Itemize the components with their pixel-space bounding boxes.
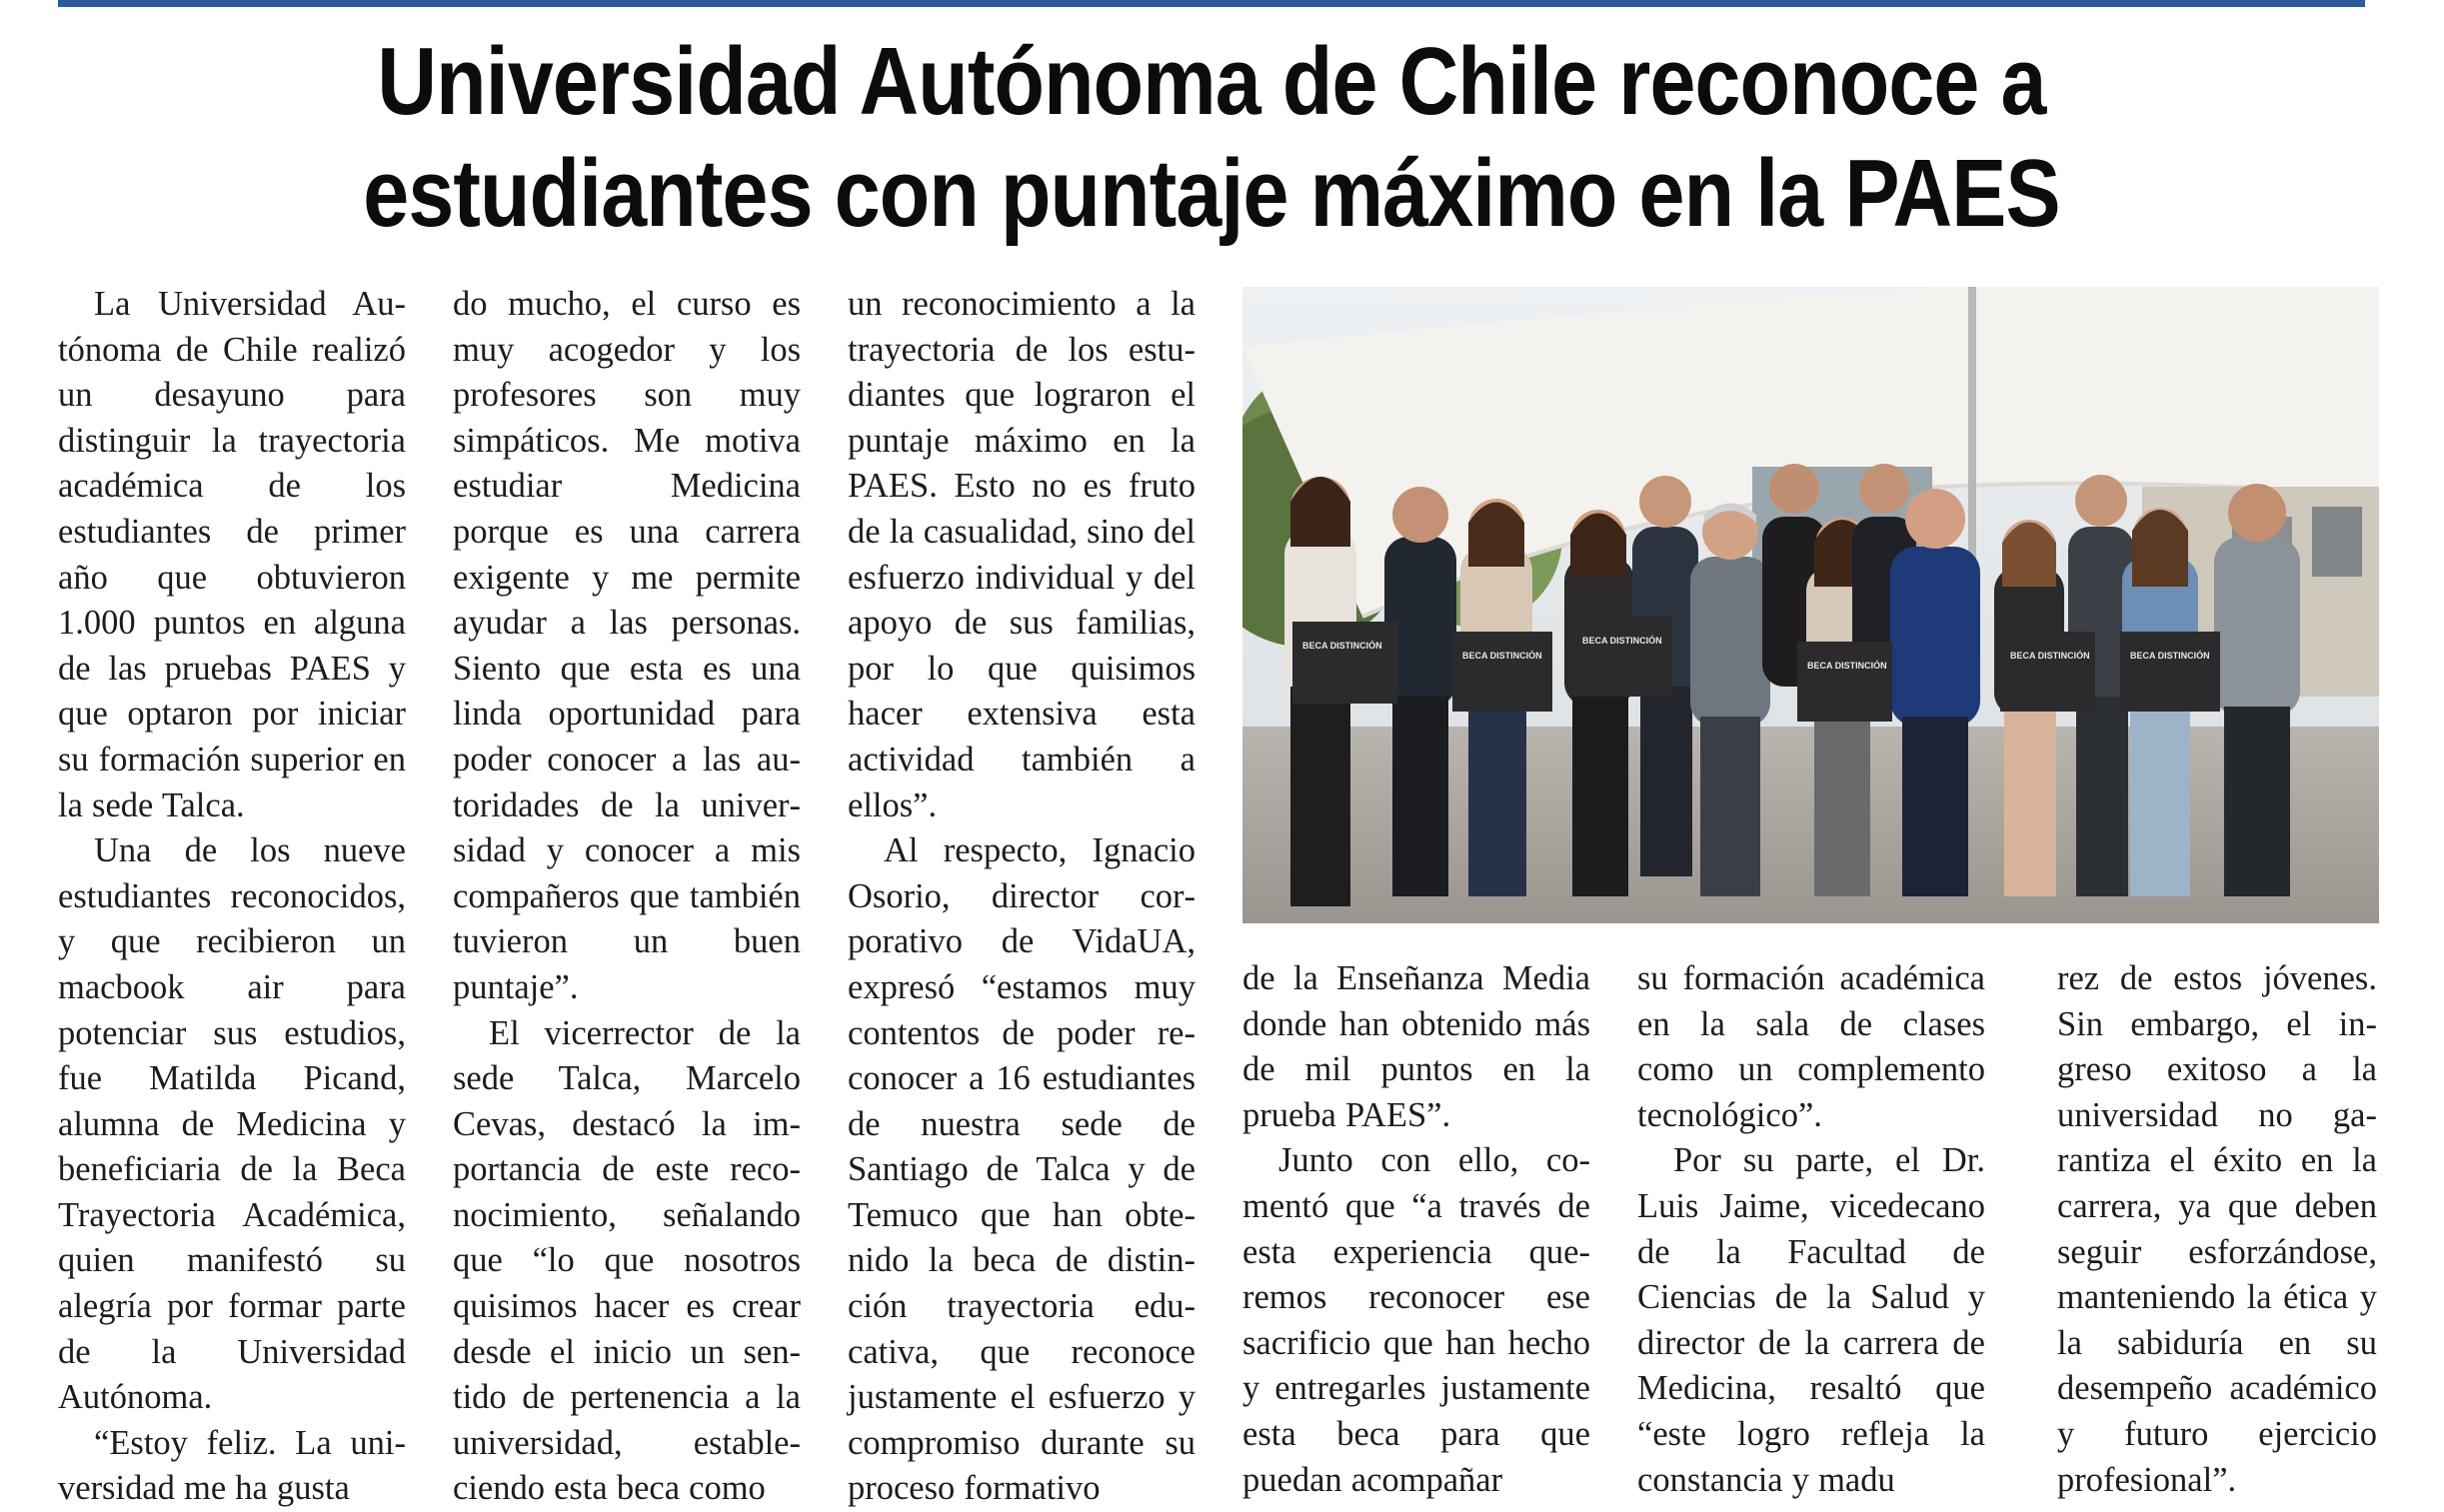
- article-column-2: [453, 282, 801, 1512]
- top-rule: [58, 0, 2365, 7]
- paragraph: un reconocimiento a la trayectoria de los estudiantes que lograron el puntaje máximo en la PAES. Esto no es fruto de la casualidad, sino del esfuerzo individual y del apoyo de sus familias, por lo que quisimos hacer extensiva esta actividad también a ellos”.: [848, 282, 1196, 828]
- paragraph: “Estoy feliz. La universidad me ha gusta: [58, 1421, 406, 1512]
- article-column-1: [58, 282, 406, 1512]
- box-label: BECA DISTINCIÓN: [1462, 650, 1542, 661]
- paragraph: su formación académica en la sala de clases como un complemento tecnológico”.: [1637, 956, 1985, 1138]
- article-column-3: [848, 282, 1196, 1512]
- paragraph: rez de estos jóvenes. Sin embargo, el ingreso exitoso a la universidad no garantiza el éxito en la carrera, ya que deben seguir esforzándose, manteniendo la ética y la sabiduría en su desempeño académico y futuro ejercicio profesional”.: [2057, 956, 2377, 1503]
- paragraph: Por su parte, el Dr. Luis Jaime, vicedecano de la Facultad de Ciencias de la Salud y director de la carrera de Medicina, resaltó que “este logro refleja la constancia y madu: [1637, 1138, 1985, 1503]
- paragraph: Junto con ello, comentó que “a través de esta experiencia queremos reconocer ese sacrificio que han hecho y entregarles justamente esta beca para que puedan acompañar: [1242, 1138, 1590, 1503]
- box-label: BECA DISTINCIÓN: [1302, 640, 1382, 651]
- box-label: BECA DISTINCIÓN: [2130, 650, 2210, 661]
- article-column-4: [1242, 956, 1590, 1503]
- paragraph: de la Enseñanza Media donde han obtenido más de mil puntos en la prueba PAES”.: [1242, 956, 1590, 1138]
- box-label: BECA DISTINCIÓN: [2010, 650, 2090, 661]
- article-photo: [1242, 287, 2379, 923]
- paragraph: Una de los nueve estudiantes reconocidos, y que recibieron un macbook air para potenciar sus estudios, fue Matilda Picand, alumna de Medicina y beneficiaria de la Beca Trayectoria Académica, quien manifestó su alegría por formar parte de la Universidad Autónoma.: [58, 828, 406, 1421]
- box-label: BECA DISTINCIÓN: [1582, 635, 1662, 646]
- photo-illustration: [1242, 287, 2379, 923]
- paragraph: La Universidad Autónoma de Chile realizó un desayuno para distinguir la trayectoria académica de los estudiantes de primer año que obtuvieron 1.000 puntos en alguna de las pruebas PAES y que optaron por iniciar su formación superior en la sede Talca.: [58, 282, 406, 828]
- headline-line-2: estudiantes con puntaje máximo en la PAES: [220, 138, 2204, 250]
- headline-line-1: Universidad Autónoma de Chile reconoce a: [220, 26, 2204, 138]
- headline: [220, 26, 2204, 250]
- article-column-6: [2057, 956, 2377, 1503]
- paragraph: do mucho, el curso es muy acogedor y los profesores son muy simpáticos. Me motiva estudiar Medicina porque es una carrera exigente y me permite ayudar a las personas. Siento que esta es una linda oportunidad para poder conocer a las autoridades de la universidad y conocer a mis compañeros que también tuvieron un buen puntaje”.: [453, 282, 801, 1011]
- box-label: BECA DISTINCIÓN: [1807, 660, 1887, 671]
- article-column-5: [1637, 956, 1985, 1503]
- paragraph: El vicerrector de la sede Talca, Marcelo Cevas, destacó la importancia de este reconocimiento, señalando que “lo que nosotros quisimos hacer es crear desde el inicio un sentido de pertenencia a la universidad, estableciendo esta beca como: [453, 1011, 801, 1512]
- paragraph: Al respecto, Ignacio Osorio, director corporativo de VidaUA, expresó “estamos muy contentos de poder reconocer a 16 estudiantes de nuestra sede de Santiago de Talca y de Temuco que han obtenido la beca de distinción trayectoria educativa, que reconoce justamente el esfuerzo y compromiso durante su proceso formativo: [848, 828, 1196, 1512]
